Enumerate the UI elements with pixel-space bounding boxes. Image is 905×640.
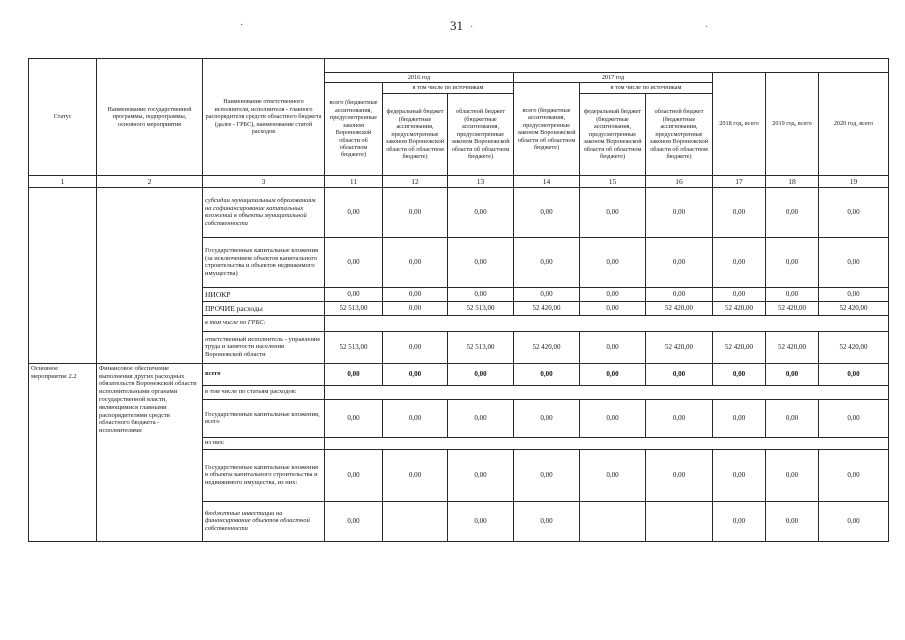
header-federal-2017: федеральный бюджет (бюджетные ассигнования, предусмотренные законом Воронежской области об областном бюджете) xyxy=(580,93,646,175)
cell-value: 0,00 xyxy=(580,399,646,437)
header-regional-2016: областной бюджет (бюджетные ассигнования, предусмотренные законом Воронежской области об областном бюджете) xyxy=(448,93,514,175)
cell-value: 0,00 xyxy=(766,363,819,385)
cell-value: 0,00 xyxy=(766,237,819,287)
cell-value: 0,00 xyxy=(514,501,580,541)
cell-value: 0,00 xyxy=(514,287,580,301)
cell-value: 0,00 xyxy=(646,237,713,287)
cell-value: 52 420,00 xyxy=(766,331,819,363)
col-number: 19 xyxy=(819,175,889,187)
cell-value: 52 420,00 xyxy=(766,301,819,315)
section-status: Основное мероприятие 2.2 xyxy=(29,363,97,541)
row-label: бюджетные инвестиции на финансирование объектов областной собственности xyxy=(203,501,325,541)
row-empty-span xyxy=(325,315,889,331)
scan-speck: · xyxy=(240,20,244,31)
table-row xyxy=(29,363,889,385)
row-label: ПРОЧИЕ расходы xyxy=(203,301,325,315)
row-label: ответственный исполнитель - управление труда и занятости населения Воронежской области xyxy=(203,331,325,363)
cell-value: 0,00 xyxy=(766,399,819,437)
cell-value: 0,00 xyxy=(383,237,448,287)
cell-value: 0,00 xyxy=(766,187,819,237)
cell-value: 0,00 xyxy=(383,287,448,301)
header-executor: Наименование ответственного исполнителя, исполнителя - главного распорядителя средств областного бюджета (далее - ГРБС), наименование статей расходов xyxy=(203,59,325,176)
cell-value: 0,00 xyxy=(383,187,448,237)
cell-value: 52 420,00 xyxy=(819,331,889,363)
cell-value: 0,00 xyxy=(514,187,580,237)
header-total-2016: всего (бюджетные ассигнования, предусмотренные законом Воронежской области об областном бюджете) xyxy=(325,83,383,175)
header-sources-2017: в том числе по источникам xyxy=(580,83,713,93)
header-sources-2016: в том числе по источникам xyxy=(383,83,514,93)
cell-value: 0,00 xyxy=(383,331,448,363)
row-empty-span xyxy=(325,385,889,399)
cell-value: 0,00 xyxy=(819,363,889,385)
cell-value: 0,00 xyxy=(646,187,713,237)
row-label: Государственные капитальные вложения (за исключением объектов капитального строительства и объектов недвижимого имущества) xyxy=(203,237,325,287)
row-label: Государственные капитальные вложения в объекты капитального строительства и недвижимого имущества, из них: xyxy=(203,449,325,501)
cell-value xyxy=(646,501,713,541)
row-label: Государственные капитальные вложения, всего xyxy=(203,399,325,437)
table-row xyxy=(29,187,889,237)
col-number: 12 xyxy=(383,175,448,187)
cell-value xyxy=(383,501,448,541)
cell-value: 0,00 xyxy=(580,363,646,385)
col-number: 14 xyxy=(514,175,580,187)
row-label: в том числе по статьям расходов: xyxy=(203,385,325,399)
col-number: 3 xyxy=(203,175,325,187)
header-2017: 2017 год xyxy=(514,73,713,83)
cell-value: 0,00 xyxy=(325,363,383,385)
col-number: 15 xyxy=(580,175,646,187)
cell-value: 52 420,00 xyxy=(713,301,766,315)
cell-value: 0,00 xyxy=(383,363,448,385)
header-regional-2017: областной бюджет (бюджетные ассигнования, предусмотренные законом Воронежской области об областном бюджете) xyxy=(646,93,713,175)
header-program: Наименование государственной программы, подпрограммы, основного мероприятия xyxy=(97,59,203,176)
header-federal-2016: федеральный бюджет (бюджетные ассигнования, предусмотренные законом Воронежской области об областном бюджете) xyxy=(383,93,448,175)
scan-speck: · xyxy=(470,22,474,33)
program-cell-empty xyxy=(97,187,203,363)
cell-value: 0,00 xyxy=(514,449,580,501)
cell-value: 0,00 xyxy=(646,287,713,301)
cell-value: 0,00 xyxy=(819,287,889,301)
cell-value: 52 513,00 xyxy=(448,331,514,363)
row-empty-span xyxy=(325,437,889,449)
header-status: Статус xyxy=(29,59,97,176)
cell-value: 0,00 xyxy=(383,301,448,315)
col-number: 11 xyxy=(325,175,383,187)
cell-value: 0,00 xyxy=(383,449,448,501)
cell-value: 0,00 xyxy=(448,287,514,301)
cell-value: 52 513,00 xyxy=(448,301,514,315)
cell-value: 0,00 xyxy=(448,237,514,287)
row-label: НИОКР xyxy=(203,287,325,301)
header-total-2017: всего (бюджетные ассигнования, предусмотренные законом Воронежской области об областном бюджете) xyxy=(514,83,580,175)
cell-value: 0,00 xyxy=(514,363,580,385)
cell-value: 0,00 xyxy=(325,237,383,287)
cell-value: 0,00 xyxy=(646,449,713,501)
cell-value: 0,00 xyxy=(448,363,514,385)
cell-value: 0,00 xyxy=(448,449,514,501)
cell-value: 0,00 xyxy=(448,399,514,437)
cell-value xyxy=(580,501,646,541)
cell-value: 0,00 xyxy=(713,287,766,301)
cell-value: 0,00 xyxy=(713,449,766,501)
cell-value: 52 513,00 xyxy=(325,301,383,315)
cell-value: 0,00 xyxy=(580,449,646,501)
page-number: 31 xyxy=(450,18,463,33)
col-number: 2 xyxy=(97,175,203,187)
col-number: 13 xyxy=(448,175,514,187)
cell-value: 0,00 xyxy=(646,363,713,385)
cell-value: 0,00 xyxy=(819,237,889,287)
header-2018: 2018 год, всего xyxy=(713,73,766,176)
col-number: 18 xyxy=(766,175,819,187)
row-label: всего xyxy=(203,363,325,385)
cell-value: 0,00 xyxy=(383,399,448,437)
header-blank xyxy=(325,59,889,73)
header-2020: 2020 год, всего xyxy=(819,73,889,176)
header-2019: 2019 год, всего xyxy=(766,73,819,176)
cell-value: 0,00 xyxy=(325,399,383,437)
cell-value: 52 420,00 xyxy=(713,331,766,363)
cell-value: 0,00 xyxy=(713,237,766,287)
cell-value: 52 420,00 xyxy=(514,331,580,363)
cell-value: 0,00 xyxy=(713,187,766,237)
row-label: в том числе по ГРБС: xyxy=(203,315,325,331)
cell-value: 0,00 xyxy=(514,237,580,287)
cell-value: 0,00 xyxy=(713,363,766,385)
cell-value: 52 420,00 xyxy=(646,331,713,363)
cell-value: 0,00 xyxy=(580,237,646,287)
cell-value: 0,00 xyxy=(325,287,383,301)
col-number: 16 xyxy=(646,175,713,187)
cell-value: 0,00 xyxy=(819,449,889,501)
cell-value: 0,00 xyxy=(448,501,514,541)
cell-value: 0,00 xyxy=(514,399,580,437)
cell-value: 52 420,00 xyxy=(514,301,580,315)
cell-value: 0,00 xyxy=(819,187,889,237)
cell-value: 0,00 xyxy=(766,501,819,541)
cell-value: 0,00 xyxy=(819,501,889,541)
status-cell-empty xyxy=(29,187,97,363)
cell-value: 0,00 xyxy=(819,399,889,437)
cell-value: 0,00 xyxy=(325,187,383,237)
budget-table xyxy=(28,58,889,542)
col-number: 1 xyxy=(29,175,97,187)
row-label: субсидии муниципальным образованиям на софинансирование капитальных вложений в объекты муниципальной собственности xyxy=(203,187,325,237)
cell-value: 0,00 xyxy=(646,399,713,437)
cell-value: 0,00 xyxy=(580,301,646,315)
col-number: 17 xyxy=(713,175,766,187)
scan-speck: · xyxy=(705,22,709,33)
cell-value: 52 420,00 xyxy=(819,301,889,315)
cell-value: 0,00 xyxy=(713,399,766,437)
cell-value: 0,00 xyxy=(580,331,646,363)
cell-value: 0,00 xyxy=(766,449,819,501)
section-name: Финансовое обеспечение выполнения других расходных обязательств Воронежской области исполнительными органами государственной власти, являющимися главными распорядителями средств областного бюджета - исполнителями xyxy=(97,363,203,541)
cell-value: 52 420,00 xyxy=(646,301,713,315)
cell-value: 0,00 xyxy=(766,287,819,301)
cell-value: 52 513,00 xyxy=(325,331,383,363)
row-label: из них: xyxy=(203,437,325,449)
cell-value: 0,00 xyxy=(580,187,646,237)
header-2016: 2016 год xyxy=(325,73,514,83)
cell-value: 0,00 xyxy=(325,449,383,501)
cell-value: 0,00 xyxy=(448,187,514,237)
cell-value: 0,00 xyxy=(325,501,383,541)
cell-value: 0,00 xyxy=(580,287,646,301)
cell-value: 0,00 xyxy=(713,501,766,541)
